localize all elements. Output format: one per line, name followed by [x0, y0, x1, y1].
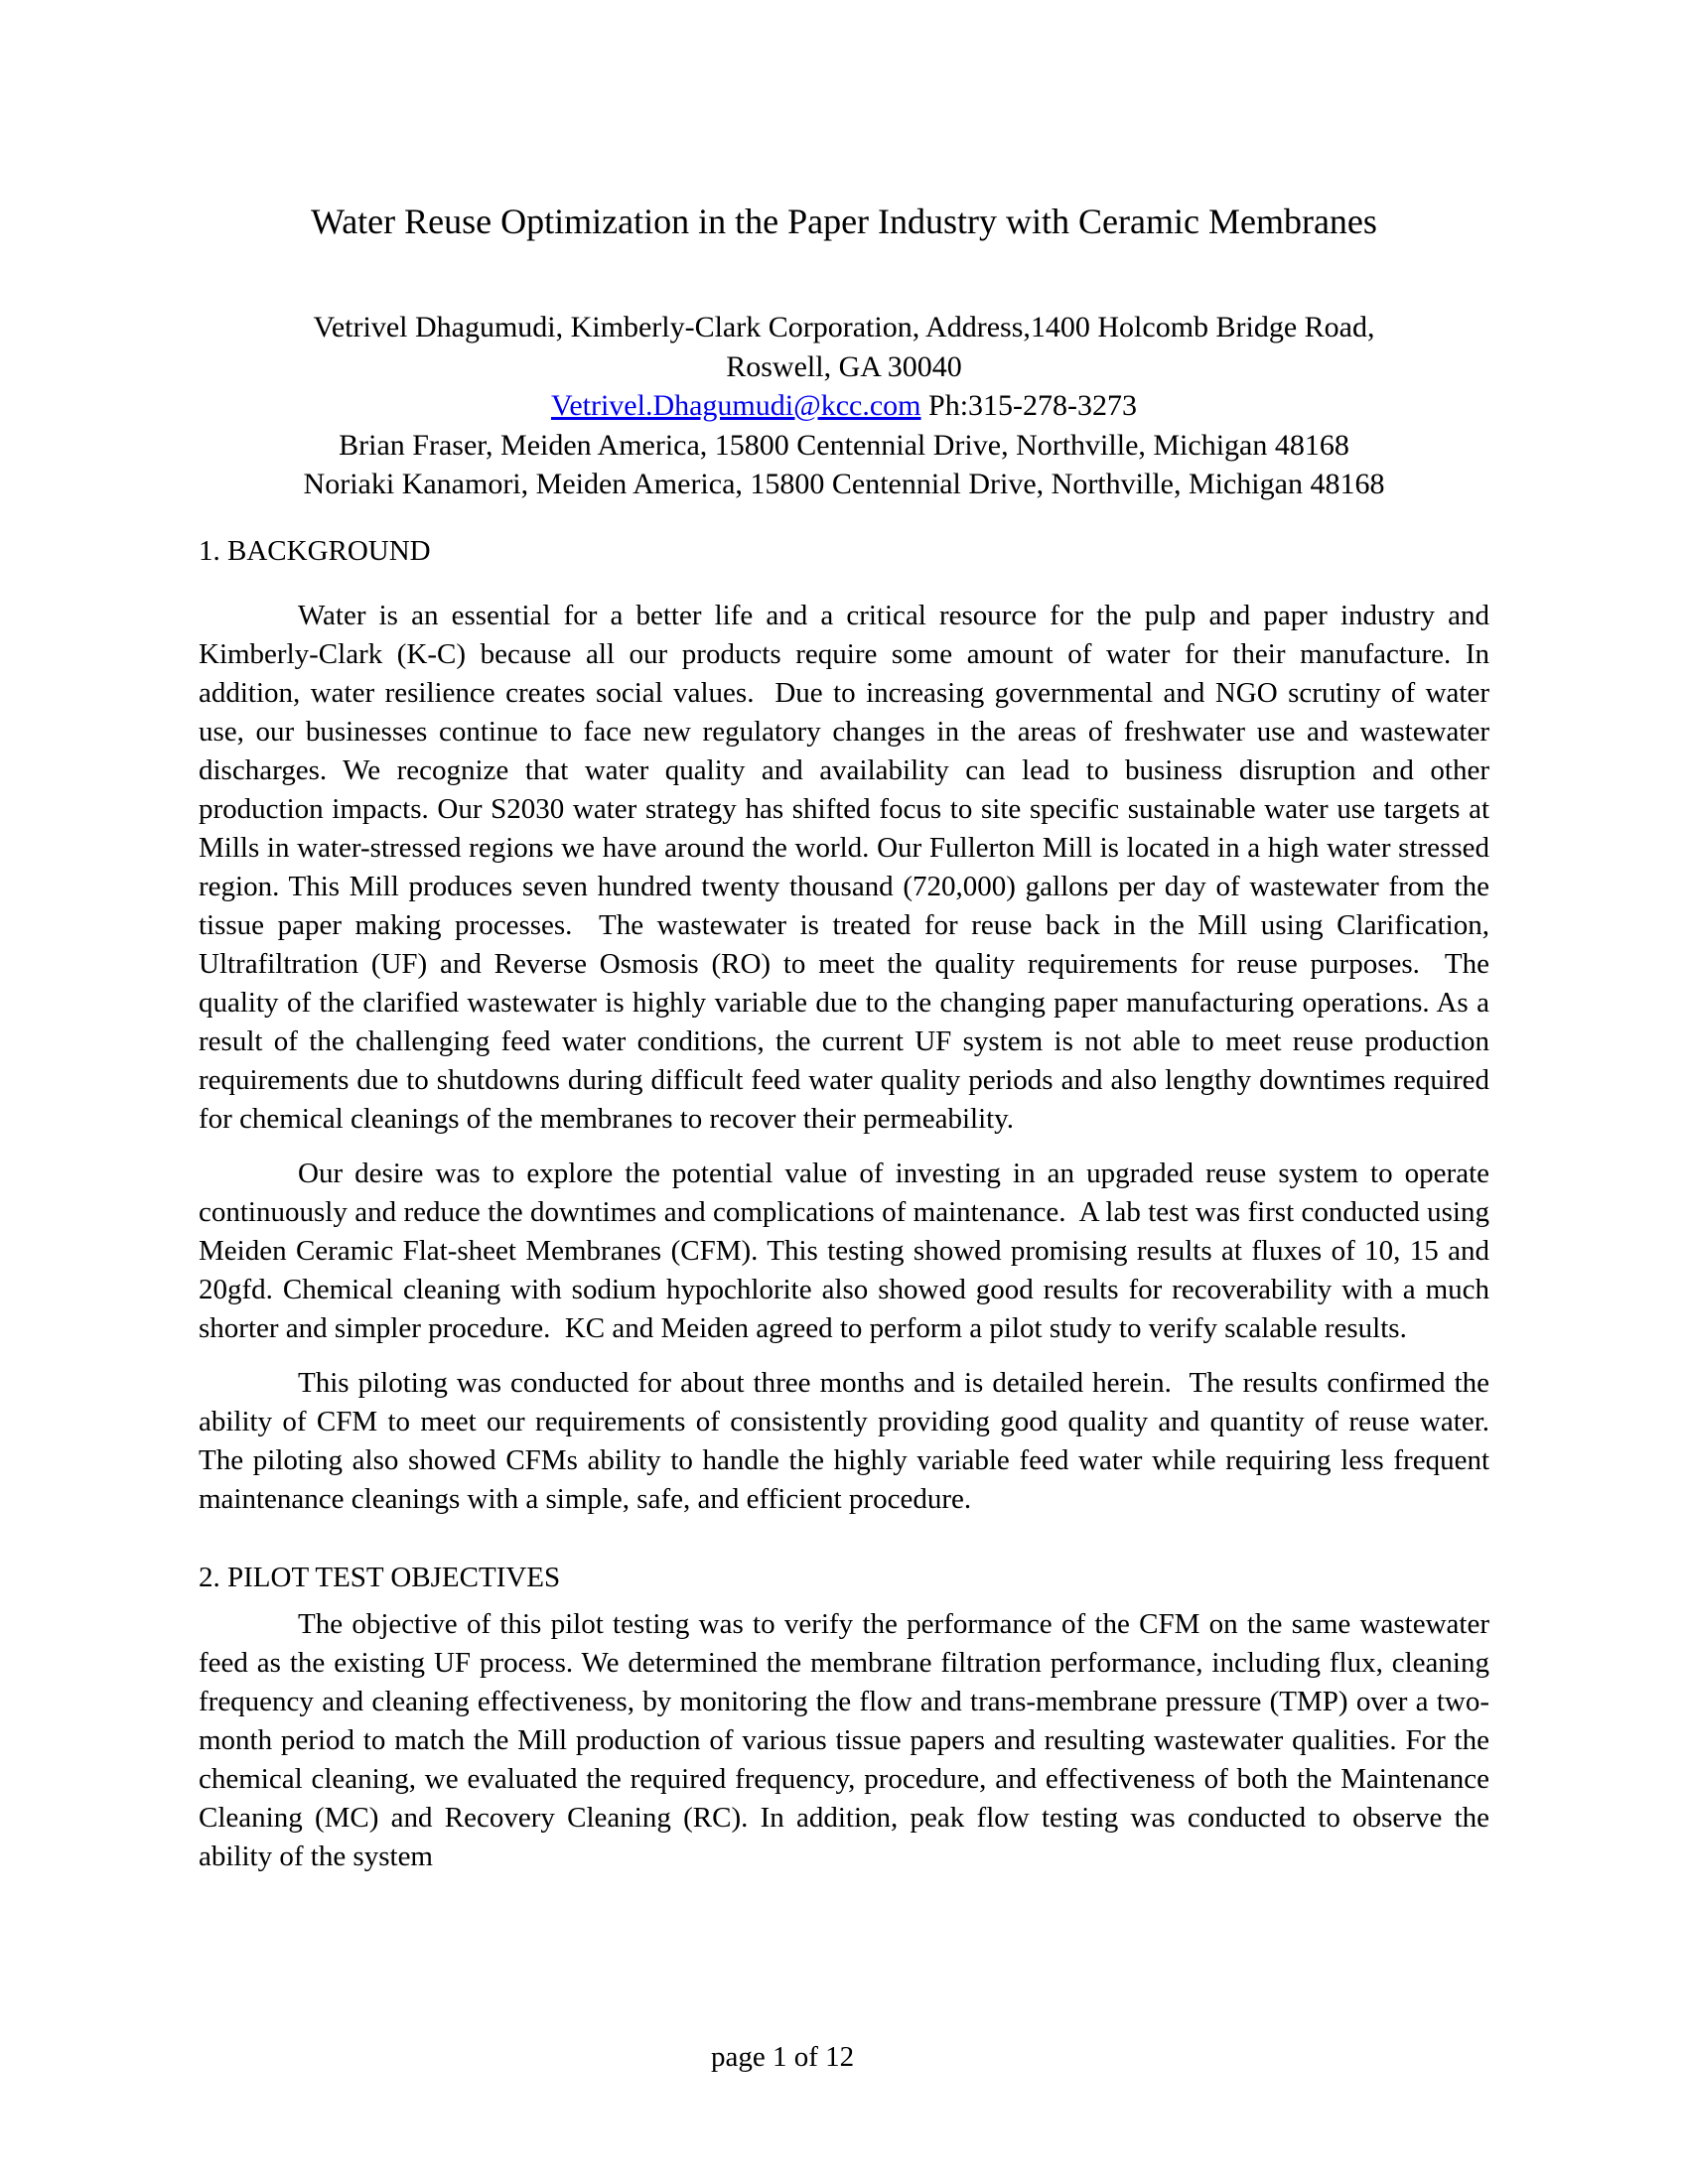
author-line-kanamori: Noriaki Kanamori, Meiden America, 15800 Centennial Drive, Northville, Michigan 48168	[303, 468, 1385, 500]
background-paragraph-1: Water is an essential for a better life and a critical resource for the pulp and paper industry and Kimberly-Clark (K-C) because all our products require some amount of water for their manufacture. In addition, water resilience creates social values. Due to increasing governmental and NGO scrutiny of water use, our businesses continue to face new regulatory changes in the areas of freshwater use and wastewater discharges. We recognize that water quality and availability can lead to business disruption and other production impacts. Our S2030 water strategy has shifted focus to site specific sustainable water use targets at Mills in water-stressed regions we have around the world. Our Fullerton Mill is located in a high water stressed region. This Mill produces seven hundred twenty thousand (720,000) gallons per day of wastewater from the tissue paper making processes. The wastewater is treated for reuse back in the Mill using Clarification, Ultrafiltration (UF) and Reverse Osmosis (RO) to meet the quality requirements for reuse purposes. The quality of the clarified wastewater is highly variable due to the changing paper manufacturing operations. As a result of the challenging feed water conditions, the current UF system is not able to meet reuse production requirements due to shutdowns during difficult feed water quality periods and also lengthy downtimes required for chemical cleanings of the membranes to recover their permeability.	[199, 599, 1497, 1135]
phone-number: Ph:315-278-3273	[928, 389, 1138, 422]
author-block	[199, 308, 1489, 504]
author-line-affiliation: Vetrivel Dhagumudi, Kimberly-Clark Corporation, Address,1400 Holcomb Bridge Road,	[313, 311, 1375, 343]
objectives-paragraph-1: The objective of this pilot testing was to verify the performance of the CFM on the same wastewater feed as the existing UF process. We determined the membrane filtration performance, including flux, cleaning frequency and cleaning effectiveness, by monitoring the flow and trans-membrane pressure (TMP) over a two-month period to match the Mill production of various tissue papers and resulting wastewater qualities. For the chemical cleaning, we evaluated the required frequency, procedure, and effectiveness of both the Maintenance Cleaning (MC) and Recovery Cleaning (RC). In addition, peak flow testing was conducted to observe the ability of the system	[199, 1607, 1497, 1872]
contact-line	[199, 386, 1489, 426]
background-paragraph-3: This piloting was conducted for about three months and is detailed herein. The results confirmed the ability of CFM to meet our requirements of consistently providing good quality and quantity of reuse water. The piloting also showed CFMs ability to handle the highly variable feed water while requiring less frequent maintenance cleanings with a simple, safe, and efficient procedure.	[199, 1366, 1504, 1515]
email-link[interactable]: Vetrivel.Dhagumudi@kcc.com	[550, 389, 921, 422]
section-heading-pilot-objectives: 2. PILOT TEST OBJECTIVES	[199, 1561, 561, 1593]
page-content	[199, 199, 1504, 1892]
page-number-footer: page 1 of 12	[711, 2041, 855, 2073]
background-paragraph-2: Our desire was to explore the potential value of investing in an upgraded reuse system to operate continuously and reduce the downtimes and complications of maintenance. A lab test was first conducted using Meiden Ceramic Flat-sheet Membranes (CFM). This testing showed promising results at fluxes of 10, 15 and 20gfd. Chemical cleaning with sodium hypochlorite also showed good results for recoverability with a much shorter and simpler procedure. KC and Meiden agreed to perform a pilot study to verify scalable results.	[199, 1157, 1497, 1344]
author-line-city: Roswell, GA 30040	[726, 349, 962, 383]
author-line-fraser: Brian Fraser, Meiden America, 15800 Centennial Drive, Northville, Michigan 48168	[339, 428, 1349, 462]
paper-title: Water Reuse Optimization in the Paper Industry with Ceramic Membranes	[311, 202, 1377, 241]
section-heading-background: 1. BACKGROUND	[199, 534, 431, 567]
